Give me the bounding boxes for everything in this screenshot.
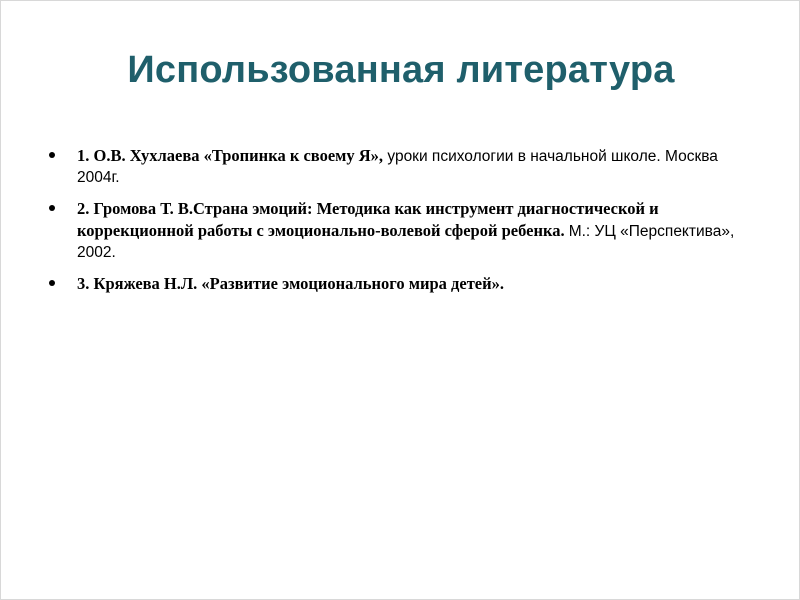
bullet-icon: [49, 205, 55, 211]
reference-details: М.: УЦ «Перспектива», 2002.: [77, 223, 735, 261]
reference-item: [49, 145, 749, 188]
slide-title: Использованная литература: [127, 49, 675, 91]
reference-list: [49, 145, 749, 305]
bullet-icon: [49, 152, 55, 158]
reference-item: [49, 198, 749, 263]
reference-details: уроки психологии в начальной школе. Москва 2004г.: [77, 148, 718, 186]
reference-title: 1. О.В. Хухлаева «Тропинка к своему Я»,: [77, 146, 384, 165]
bullet-icon: [49, 280, 55, 286]
reference-item: [49, 273, 749, 295]
reference-title: 2. Громова Т. В.Страна эмоций: Методика как инструмент диагностической и коррекционной работы с эмоционально-волевой сферой ребенка.: [77, 199, 659, 240]
reference-title: 3. Кряжева Н.Л. «Развитие эмоционального мира детей».: [77, 274, 505, 293]
